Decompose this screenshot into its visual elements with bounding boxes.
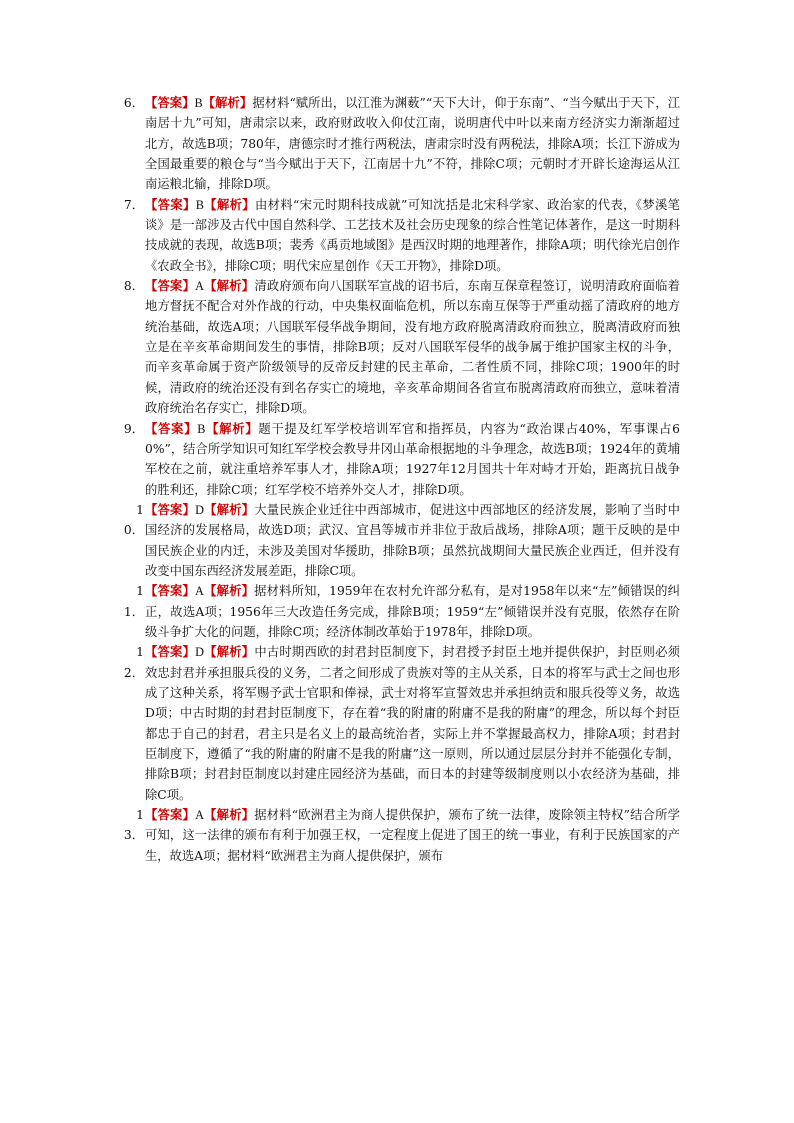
analysis-label: 【解析】	[205, 420, 259, 436]
answer-label: 【答案】	[145, 501, 196, 517]
answer-option: D	[195, 645, 204, 660]
answer-option: A	[195, 808, 204, 823]
answer-label: 【答案】	[145, 420, 198, 436]
analysis-text: 据材料“欧洲君主为商人提供保护，颁布了统一法律，废除领主特权”结合所学可知，这一法律的颁布有利于加强王权，一定程度上促进了国王的统一事业，有利于民族国家的产生，故选A项；据材料“欧洲君主为商人提供保护，颁布	[145, 808, 680, 863]
answer-option: B	[195, 197, 204, 212]
answer-label: 【答案】	[145, 196, 196, 212]
analysis-text: 大量民族企业迁往中西部城市，促进这中西部地区的经济发展，影响了当时中国经济的发展格局，故选D项；武汉、宜昌等城市并非位于敌后战场，排除A项；题干反映的是中国民族企业的内迁，未涉及美国对华援助，排除B项；虽然抗战期间大量民族企业西迁，但并没有改变中国东西经济发展差距，排除C项。	[145, 502, 680, 578]
analysis-text: 据材料所知，1959年在农村允许部分私有，是对1958年以来“左”倾错误的纠正，故选A项；1956年三大改造任务完成，排除B项；1959“左”倾错误并没有克服，依然存在阶级斗争扩大化的问题，排除C项；经济体制改革始于1978年，排除D项。	[145, 584, 680, 639]
answer-option: A	[195, 279, 204, 294]
analysis-label: 【解析】	[203, 583, 255, 599]
answer-item-8	[120, 276, 680, 418]
answer-option: A	[195, 584, 204, 599]
answer-item-7	[120, 195, 680, 276]
analysis-text: 清政府颁布向八国联军宣战的诏书后，东南互保章程签订，说明清政府面临着地方督抚不配合对外作战的行动，中央集权面临危机，所以东南互保等于严重动摇了清政府的地方统治基础，故选A项；八国联军侵华战争期间，没有地方政府脱离清政府而独立，脱离清政府而独立是在辛亥革命期间发生的事情，排除B项；反对八国联军侵华的战争属于维护国家主权的斗争，而辛亥革命属于资产阶级领导的反帝反封建的民主革命，二者性质不同，排除C项；1900年的时候，清政府的统治还没有到名存实亡的境地，辛亥革命期间各省宣布脱离清政府而独立，意味着清政府统治名存实亡，排除D项。	[145, 279, 680, 416]
question-number: 13．	[123, 808, 144, 843]
answer-option: B	[194, 96, 203, 110]
answer-item-10	[120, 500, 680, 581]
analysis-text: 据材料“赋所出，以江淮为渊薮”“天下大计，仰于东南”、“当今赋出于天下，江南居十九”可知，唐肃宗以来，政府财政收入仰仗江南，说明唐代中叶以来南方经济实力渐渐超过北方，故选B项；780年，唐德宗时才推行两税法，唐肃宗时没有两税法，排除A项；长江下游成为全国最重要的粮仓与“当今赋出于天下，江南居十九”不符，排除C项；元朝时才开辟长途海运从江南运粮北输，排除D项。	[145, 96, 680, 192]
analysis-label: 【解析】	[202, 95, 253, 110]
answer-label: 【答案】	[145, 278, 196, 294]
answer-option: B	[197, 421, 206, 436]
question-number: 7．	[123, 197, 144, 212]
answer-item-13	[120, 805, 680, 866]
question-number: 10．	[123, 502, 144, 538]
analysis-label: 【解析】	[203, 196, 255, 212]
answer-item-11	[120, 581, 680, 642]
answer-label: 【答案】	[145, 583, 196, 599]
answer-label: 【答案】	[145, 95, 195, 110]
answer-label: 【答案】	[145, 644, 196, 660]
question-number: 6．	[123, 96, 144, 110]
analysis-text: 由材料“宋元时期科技成就”可知沈括是北宋科学家、政治家的代表，《梦溪笔谈》是一部涉及古代中国自然科学、工艺技术及社会历史现象的综合性笔记体著作，是这一时期科技成就的表现，故选B项；裴秀《禹贡地域图》是西汉时期的地理著作，排除A项；明代徐光启创作《农政全书》，排除C项；明代宋应星创作《天工开物》，排除D项。	[145, 197, 680, 273]
answer-item-9	[120, 419, 680, 500]
analysis-text: 题干提及红军学校培训军官和指挥员，内容为“政治课占40%，军事课占60%”，结合所学知识可知红军学校会教导井冈山革命根据地的斗争理念，故选B项；1924年的黄埔军校在之前，就注重培养军事人才，排除A项；1927年12月国共十年对峙才开始，距离抗日战争的胜利还，排除C项；红军学校不培养外交人才，排除D项。	[145, 421, 680, 497]
answer-option: D	[195, 502, 204, 517]
answer-item-12	[120, 642, 680, 805]
analysis-label: 【解析】	[204, 278, 255, 294]
answer-item-6	[120, 93, 680, 195]
answer-list	[120, 93, 680, 866]
question-number: 9．	[123, 421, 144, 436]
analysis-text: 中古时期西欧的封君封臣制度下，封君授予封臣土地并提供保护，封臣则必须效忠封君并承担服兵役的义务，二者之间形成了贵族对等的主从关系，日本的将军与武士之间也形成了这种关系，将军赐予武士官职和俸禄，武士对将军宣誓效忠并承担纳贡和服兵役等义务，故选D项；中古时期的封君封臣制度下，存在着“我的附庸的附庸不是我的附庸”的理念，所以每个封臣都忠于自己的封君，君主只是名义上的最高统治者，实际上并不掌握最高权力，排除A项；封君封臣制度下，遵循了“我的附庸的附庸不是我的附庸”这一原则，所以通过层层分封并不能强化专制，排除B项；封君封臣制度以封建庄园经济为基础，而日本的封建等级制度则以小农经济为基础，排除C项。	[145, 645, 680, 802]
analysis-label: 【解析】	[204, 644, 255, 660]
question-number: 12．	[123, 645, 144, 680]
analysis-label: 【解析】	[204, 501, 255, 517]
answer-label: 【答案】	[145, 807, 196, 823]
question-number: 11．	[123, 584, 144, 619]
question-number: 8．	[123, 279, 144, 294]
analysis-label: 【解析】	[203, 807, 255, 823]
